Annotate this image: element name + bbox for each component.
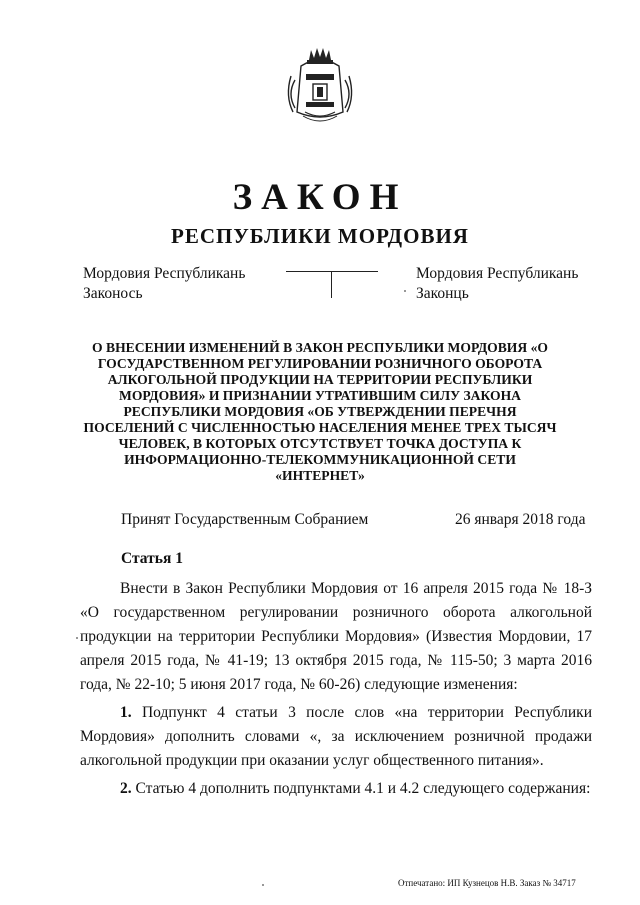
- left-language-line-2: Законось: [83, 285, 143, 302]
- left-language-line-1: Мордовия Республикань: [83, 265, 246, 282]
- scan-speck: [76, 637, 78, 639]
- article-intro-paragraph: Внести в Закон Республики Мордовия от 16 апреля 2015 года № 18-З «О государственном регулировании розничного оборота алкогольной продукции на территории Республики Мордовия» (Известия Мордовии, 17 апреля 2015 года, № 41-19; 13 октября 2015 года, № 115-50; 3 марта 2016 года, № 22-10; 5 июня 2017 года, № 60-26) следующие изменения:: [80, 580, 592, 693]
- item-text: Статью 4 дополнить подпунктами 4.1 и 4.2 следующего содержания:: [135, 780, 591, 797]
- right-language-line-2: Законць: [416, 285, 469, 302]
- scan-speck: [262, 884, 264, 886]
- document-title: ЗАКОН: [232, 177, 408, 218]
- article-item-2: [80, 777, 592, 801]
- adopted-date: 26 января 2018 года: [455, 511, 586, 528]
- adopted-by: Принят Государственным Собранием: [121, 511, 369, 528]
- right-language-line-1: Мордовия Республикань: [416, 265, 579, 282]
- article-heading: Статья 1: [121, 550, 183, 567]
- item-number: 1.: [120, 704, 132, 721]
- item-number: 2.: [120, 780, 132, 797]
- printer-footer: Отпечатано: ИП Кузнецов Н.В. Заказ № 34717: [398, 878, 576, 888]
- left-language-block: [83, 264, 245, 304]
- scan-speck: [404, 290, 406, 292]
- document-subtitle: РЕСПУБЛИКИ МОРДОВИЯ: [171, 224, 469, 248]
- right-language-block: [416, 264, 578, 304]
- item-text: Подпункт 4 статьи 3 после слов «на территории Республики Мордовия» дополнить словами «, за исключением розничной продажи алкогольной продукции при оказании услуг общественного питания».: [80, 704, 592, 769]
- header-separator-horizontal: [286, 271, 378, 272]
- article-body: [80, 577, 592, 805]
- article-item-1: [80, 701, 592, 773]
- header-separator-vertical: [331, 272, 332, 298]
- law-title: О ВНЕСЕНИИ ИЗМЕНЕНИЙ В ЗАКОН РЕСПУБЛИКИ МОРДОВИЯ «О ГОСУДАРСТВЕННОМ РЕГУЛИРОВАНИИ РОЗНИЧНОГО ОБОРОТА АЛКОГОЛЬНОЙ ПРОДУКЦИИ НА ТЕРРИТОРИИ РЕСПУБЛИКИ МОРДОВИЯ» И ПРИЗНАНИИ УТРАТИВШИМ СИЛУ ЗАКОНА РЕСПУБЛИКИ МОРДОВИЯ «ОБ УТВЕРЖДЕНИИ ПЕРЕЧНЯ ПОСЕЛЕНИЙ С ЧИСЛЕННОСТЬЮ НАСЕЛЕНИЯ МЕНЕЕ ТРЕХ ТЫСЯЧ ЧЕЛОВЕК, В КОТОРЫХ ОТСУТСТВУЕТ ТОЧКА ДОСТУПА К ИНФОРМАЦИОННО-ТЕЛЕКОММУНИКАЦИОННОЙ СЕТИ «ИНТЕРНЕТ»: [83, 340, 557, 483]
- coat-of-arms-emblem: [281, 46, 359, 126]
